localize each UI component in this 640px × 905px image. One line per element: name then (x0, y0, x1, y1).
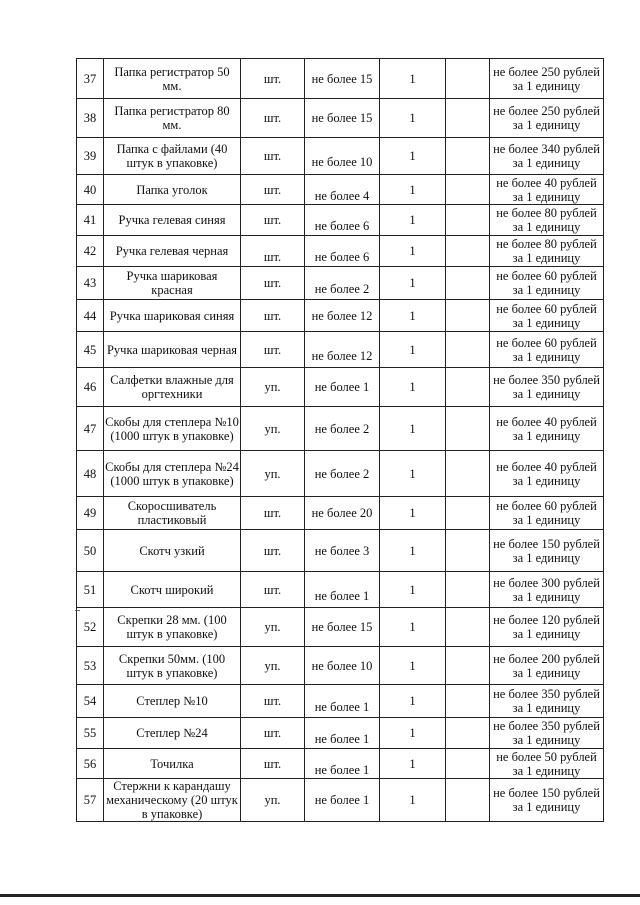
item-price-text: не более 250 рублей за 1 единицу (493, 64, 600, 93)
item-count (380, 300, 446, 332)
item-price-text: не более 40 рублей за 1 единицу (496, 414, 597, 443)
row-number (77, 779, 104, 822)
item-quantity (305, 647, 380, 685)
item-count (380, 99, 446, 138)
item-name-text: Ручка шариковая красная (126, 269, 218, 297)
blank-cell (446, 138, 490, 175)
item-name (104, 608, 241, 647)
blank-cell (446, 685, 490, 718)
item-unit (241, 138, 305, 175)
item-quantity (305, 779, 380, 822)
row-number-text: 48 (83, 466, 97, 481)
item-unit (241, 530, 305, 572)
item-name (104, 138, 241, 175)
item-quantity-text: не более 1 (314, 588, 370, 603)
item-price (490, 779, 604, 822)
item-price (490, 749, 604, 779)
blank-cell (446, 59, 490, 99)
blank-cell (446, 175, 490, 205)
item-unit-text: шт. (263, 111, 282, 125)
item-unit-text: шт. (263, 308, 282, 323)
item-quantity-text: не более 15 (311, 111, 373, 125)
item-name (104, 368, 241, 407)
row-number (77, 332, 104, 368)
row-number-text: 41 (83, 213, 97, 227)
item-count (380, 608, 446, 647)
item-price-text: не более 350 рублей за 1 единицу (493, 373, 600, 401)
item-price-text: не более 150 рублей за 1 единицу (493, 536, 600, 565)
item-unit (241, 749, 305, 779)
bottom-border-line (0, 894, 640, 897)
item-name-text: Скрепки 28 мм. (100 штук в упаковке) (117, 613, 227, 641)
item-unit (241, 647, 305, 685)
item-count (380, 779, 446, 822)
item-quantity-text: не более 1 (314, 793, 370, 807)
item-unit (241, 236, 305, 267)
item-quantity (305, 749, 380, 779)
row-number-text: 46 (83, 380, 97, 394)
blank-cell (446, 205, 490, 236)
item-name-text: Папка регистратор 50 мм. (114, 64, 230, 93)
item-name (104, 205, 241, 236)
item-count-text: 1 (409, 694, 416, 708)
item-price-text: не более 350 рублей за 1 единицу (493, 687, 600, 715)
item-price (490, 718, 604, 749)
item-count-text: 1 (409, 111, 416, 125)
item-name-text: Ручка шариковая синяя (109, 308, 235, 323)
item-unit-text: уп. (264, 380, 281, 394)
row-number-text: 45 (83, 342, 97, 357)
item-name (104, 749, 241, 779)
goods-table-body (77, 59, 604, 822)
item-name (104, 300, 241, 332)
item-count-text: 1 (409, 182, 416, 197)
item-quantity-text: не более 12 (311, 308, 373, 323)
table-row (77, 332, 604, 368)
item-count (380, 59, 446, 99)
item-price-text: не более 80 рублей за 1 единицу (496, 237, 597, 265)
item-name-text: Салфетки влажные для оргтехники (110, 373, 234, 401)
item-quantity-text: не более 1 (314, 380, 370, 394)
blank-cell (446, 530, 490, 572)
blank-cell (446, 608, 490, 647)
item-name (104, 332, 241, 368)
item-unit-text: уп. (264, 466, 281, 481)
table-row (77, 685, 604, 718)
table-row (77, 175, 604, 205)
table-row (77, 451, 604, 497)
item-name (104, 718, 241, 749)
item-unit-text: шт. (263, 582, 282, 597)
item-quantity (305, 236, 380, 267)
item-price-text: не более 60 рублей за 1 единицу (496, 499, 597, 527)
item-name-text: Ручка гелевая синяя (118, 213, 226, 227)
item-count-text: 1 (409, 244, 416, 258)
item-name-text: Точилка (150, 756, 194, 771)
row-number (77, 407, 104, 451)
item-price (490, 497, 604, 530)
item-unit (241, 59, 305, 99)
item-count-text: 1 (409, 793, 416, 807)
item-unit-text: уп. (264, 421, 281, 436)
item-name (104, 236, 241, 267)
item-unit (241, 175, 305, 205)
item-unit (241, 779, 305, 822)
blank-cell (446, 451, 490, 497)
item-quantity (305, 138, 380, 175)
item-quantity (305, 59, 380, 99)
item-price-text: не более 120 рублей за 1 единицу (493, 613, 600, 641)
blank-cell (446, 407, 490, 451)
item-quantity (305, 497, 380, 530)
item-count-text: 1 (409, 380, 416, 394)
item-price-text: не более 250 рублей за 1 единицу (493, 104, 600, 132)
row-number-text: 57 (83, 793, 97, 807)
table-row (77, 779, 604, 822)
item-price (490, 236, 604, 267)
row-number (77, 368, 104, 407)
table-row (77, 59, 604, 99)
item-unit-text: шт. (263, 250, 282, 264)
item-unit (241, 368, 305, 407)
item-price (490, 99, 604, 138)
item-quantity-text: не более 6 (314, 250, 370, 264)
row-number-text: 37 (83, 71, 97, 86)
table-row (77, 300, 604, 332)
item-unit (241, 205, 305, 236)
row-number (77, 138, 104, 175)
table-row (77, 205, 604, 236)
item-price-text: не более 60 рублей за 1 единицу (496, 301, 597, 330)
item-name (104, 267, 241, 300)
item-count-text: 1 (409, 342, 416, 357)
item-quantity-text: не более 6 (314, 219, 370, 233)
item-name (104, 59, 241, 99)
row-number-text: 52 (83, 620, 97, 634)
item-price (490, 407, 604, 451)
item-count-text: 1 (409, 582, 416, 597)
item-quantity (305, 685, 380, 718)
item-price (490, 59, 604, 99)
item-quantity (305, 368, 380, 407)
item-price-text: не более 50 рублей за 1 единицу (496, 749, 597, 778)
item-name (104, 572, 241, 608)
item-price-text: не более 60 рублей за 1 единицу (496, 335, 597, 364)
item-count (380, 497, 446, 530)
item-quantity-text: не более 1 (314, 700, 370, 714)
item-price (490, 451, 604, 497)
row-number (77, 572, 104, 608)
item-name (104, 530, 241, 572)
item-name-text: Степлер №24 (136, 726, 208, 740)
row-number (77, 451, 104, 497)
item-name-text: Папка с файлами (40 штук в упаковке) (116, 142, 228, 170)
table-row (77, 608, 604, 647)
item-name-text: Папка уголок (136, 182, 208, 197)
item-quantity-text: не более 2 (314, 421, 370, 436)
item-name (104, 779, 241, 822)
blank-cell (446, 749, 490, 779)
blank-cell (446, 572, 490, 608)
table-row (77, 138, 604, 175)
item-unit (241, 718, 305, 749)
row-number-text: 43 (83, 276, 97, 290)
row-number-text: 53 (83, 658, 97, 673)
table-row (77, 572, 604, 608)
item-unit (241, 497, 305, 530)
item-quantity-text: не более 1 (314, 732, 370, 746)
item-count (380, 205, 446, 236)
row-number (77, 236, 104, 267)
row-number-text: 47 (83, 421, 97, 436)
table-row (77, 368, 604, 407)
row-number (77, 685, 104, 718)
item-count-text: 1 (409, 658, 416, 673)
item-price (490, 572, 604, 608)
item-quantity (305, 267, 380, 300)
item-quantity (305, 99, 380, 138)
item-name (104, 175, 241, 205)
row-number-text: 42 (83, 244, 97, 258)
item-unit (241, 300, 305, 332)
item-price (490, 647, 604, 685)
item-name-text: Скрепки 50мм. (100 штук в упаковке) (118, 651, 226, 680)
item-count-text: 1 (409, 421, 416, 436)
item-unit-text: уп. (264, 793, 281, 807)
item-price (490, 138, 604, 175)
item-quantity-text: не более 12 (311, 348, 373, 363)
item-unit (241, 608, 305, 647)
item-quantity (305, 718, 380, 749)
row-number (77, 59, 104, 99)
item-unit-text: шт. (263, 213, 282, 227)
item-unit-text: шт. (263, 182, 282, 197)
row-number-text: 54 (83, 694, 97, 708)
item-name-text: Ручка гелевая черная (115, 244, 229, 258)
item-count-text: 1 (409, 276, 416, 290)
row-number (77, 205, 104, 236)
item-quantity (305, 205, 380, 236)
item-unit-text: шт. (263, 694, 282, 708)
row-number (77, 608, 104, 647)
row-number (77, 718, 104, 749)
item-price-text: не более 80 рублей за 1 единицу (496, 206, 597, 234)
item-count (380, 685, 446, 718)
item-unit-text: шт. (263, 506, 282, 520)
item-price-text: не более 300 рублей за 1 единицу (493, 575, 600, 604)
item-price-text: не более 200 рублей за 1 единицу (493, 651, 600, 680)
item-price (490, 530, 604, 572)
item-name (104, 685, 241, 718)
item-unit (241, 332, 305, 368)
item-unit (241, 99, 305, 138)
item-count-text: 1 (409, 71, 416, 86)
table-row (77, 530, 604, 572)
blank-cell (446, 236, 490, 267)
item-quantity (305, 530, 380, 572)
item-count-text: 1 (409, 756, 416, 771)
item-name (104, 497, 241, 530)
item-unit (241, 451, 305, 497)
item-quantity (305, 451, 380, 497)
item-quantity-text: не более 10 (311, 155, 373, 169)
item-unit-text: шт. (263, 756, 282, 771)
item-count-text: 1 (409, 543, 416, 558)
item-unit-text: шт. (263, 543, 282, 558)
blank-cell (446, 300, 490, 332)
item-price (490, 368, 604, 407)
blank-cell (446, 497, 490, 530)
item-count (380, 368, 446, 407)
item-name-text: Стержни к карандашу механическому (20 штук в упаковке) (106, 779, 238, 821)
row-number-text: 56 (83, 756, 97, 771)
table-row (77, 647, 604, 685)
item-count-text: 1 (409, 506, 416, 520)
item-name-text: Папка регистратор 80 мм. (114, 104, 230, 132)
item-name-text: Скотч узкий (139, 543, 205, 558)
item-unit (241, 407, 305, 451)
row-number-text: 39 (83, 149, 97, 163)
item-quantity-text: не более 1 (314, 762, 370, 777)
item-count (380, 407, 446, 451)
item-price (490, 175, 604, 205)
item-quantity (305, 300, 380, 332)
item-price-text: не более 150 рублей за 1 единицу (493, 786, 600, 814)
row-number-text: 51 (83, 582, 97, 597)
row-number (77, 175, 104, 205)
table-row (77, 718, 604, 749)
item-name (104, 99, 241, 138)
item-count (380, 647, 446, 685)
row-number (77, 300, 104, 332)
item-count (380, 572, 446, 608)
blank-cell (446, 99, 490, 138)
row-number (77, 749, 104, 779)
item-count (380, 530, 446, 572)
row-number (77, 267, 104, 300)
item-price (490, 608, 604, 647)
item-quantity (305, 572, 380, 608)
item-count-text: 1 (409, 620, 416, 634)
item-count (380, 175, 446, 205)
item-count (380, 332, 446, 368)
item-count (380, 138, 446, 175)
item-unit-text: шт. (263, 726, 282, 740)
item-name-text: Степлер №10 (136, 694, 208, 708)
item-unit-text: уп. (264, 620, 281, 634)
table-row (77, 749, 604, 779)
item-count (380, 749, 446, 779)
item-quantity-text: не более 2 (314, 466, 370, 481)
item-name-text: Ручка шариковая черная (106, 342, 238, 357)
row-number (77, 530, 104, 572)
item-quantity (305, 608, 380, 647)
item-quantity-text: не более 20 (311, 506, 373, 520)
item-name-text: Скоросшиватель пластиковый (127, 499, 217, 527)
item-name (104, 451, 241, 497)
item-quantity-text: не более 15 (311, 620, 373, 634)
item-price-text: не более 350 рублей за 1 единицу (493, 719, 600, 747)
item-unit-text: уп. (264, 658, 281, 673)
item-unit-text: шт. (263, 342, 282, 357)
item-name (104, 407, 241, 451)
blank-cell (446, 779, 490, 822)
item-unit (241, 267, 305, 300)
item-unit-text: шт. (263, 276, 282, 290)
item-quantity (305, 407, 380, 451)
item-price (490, 205, 604, 236)
item-quantity (305, 332, 380, 368)
item-price (490, 685, 604, 718)
item-name-text: Скобы для степлера №24 (1000 штук в упаковке) (105, 459, 239, 488)
table-row (77, 236, 604, 267)
row-number (77, 497, 104, 530)
row-number-text: 55 (83, 726, 97, 740)
goods-table (76, 58, 604, 822)
blank-cell (446, 647, 490, 685)
item-unit-text: шт. (263, 71, 282, 86)
item-quantity-text: не более 2 (314, 282, 370, 296)
row-number (77, 99, 104, 138)
item-count-text: 1 (409, 308, 416, 323)
item-quantity-text: не более 4 (314, 188, 370, 203)
item-price (490, 300, 604, 332)
row-number-text: 38 (83, 111, 97, 125)
row-number (77, 647, 104, 685)
row-number-text: 49 (83, 506, 97, 520)
item-quantity-text: не более 10 (311, 658, 373, 673)
row-number-text: 44 (83, 308, 97, 323)
table-row (77, 267, 604, 300)
item-price (490, 332, 604, 368)
margin-mark (75, 610, 80, 611)
item-price-text: не более 340 рублей за 1 единицу (493, 142, 600, 170)
item-price-text: не более 40 рублей за 1 единицу (496, 175, 597, 204)
blank-cell (446, 368, 490, 407)
item-quantity (305, 175, 380, 205)
item-count-text: 1 (409, 466, 416, 481)
item-count (380, 267, 446, 300)
row-number-text: 40 (83, 182, 97, 197)
item-count-text: 1 (409, 726, 416, 740)
table-row (77, 99, 604, 138)
item-price (490, 267, 604, 300)
item-count-text: 1 (409, 149, 416, 163)
item-name-text: Скобы для степлера №10 (1000 штук в упаковке) (105, 414, 239, 443)
item-unit (241, 572, 305, 608)
blank-cell (446, 267, 490, 300)
item-unit (241, 685, 305, 718)
item-unit-text: шт. (263, 149, 282, 163)
item-price-text: не более 40 рублей за 1 единицу (496, 459, 597, 488)
blank-cell (446, 718, 490, 749)
blank-cell (446, 332, 490, 368)
item-quantity-text: не более 15 (311, 71, 373, 86)
item-count (380, 236, 446, 267)
table-row (77, 497, 604, 530)
item-name-text: Скотч широкий (130, 582, 214, 597)
item-count-text: 1 (409, 213, 416, 227)
item-quantity-text: не более 3 (314, 543, 370, 558)
item-count (380, 451, 446, 497)
table-row (77, 407, 604, 451)
row-number-text: 50 (83, 543, 97, 558)
item-count (380, 718, 446, 749)
item-name (104, 647, 241, 685)
item-price-text: не более 60 рублей за 1 единицу (496, 269, 597, 297)
